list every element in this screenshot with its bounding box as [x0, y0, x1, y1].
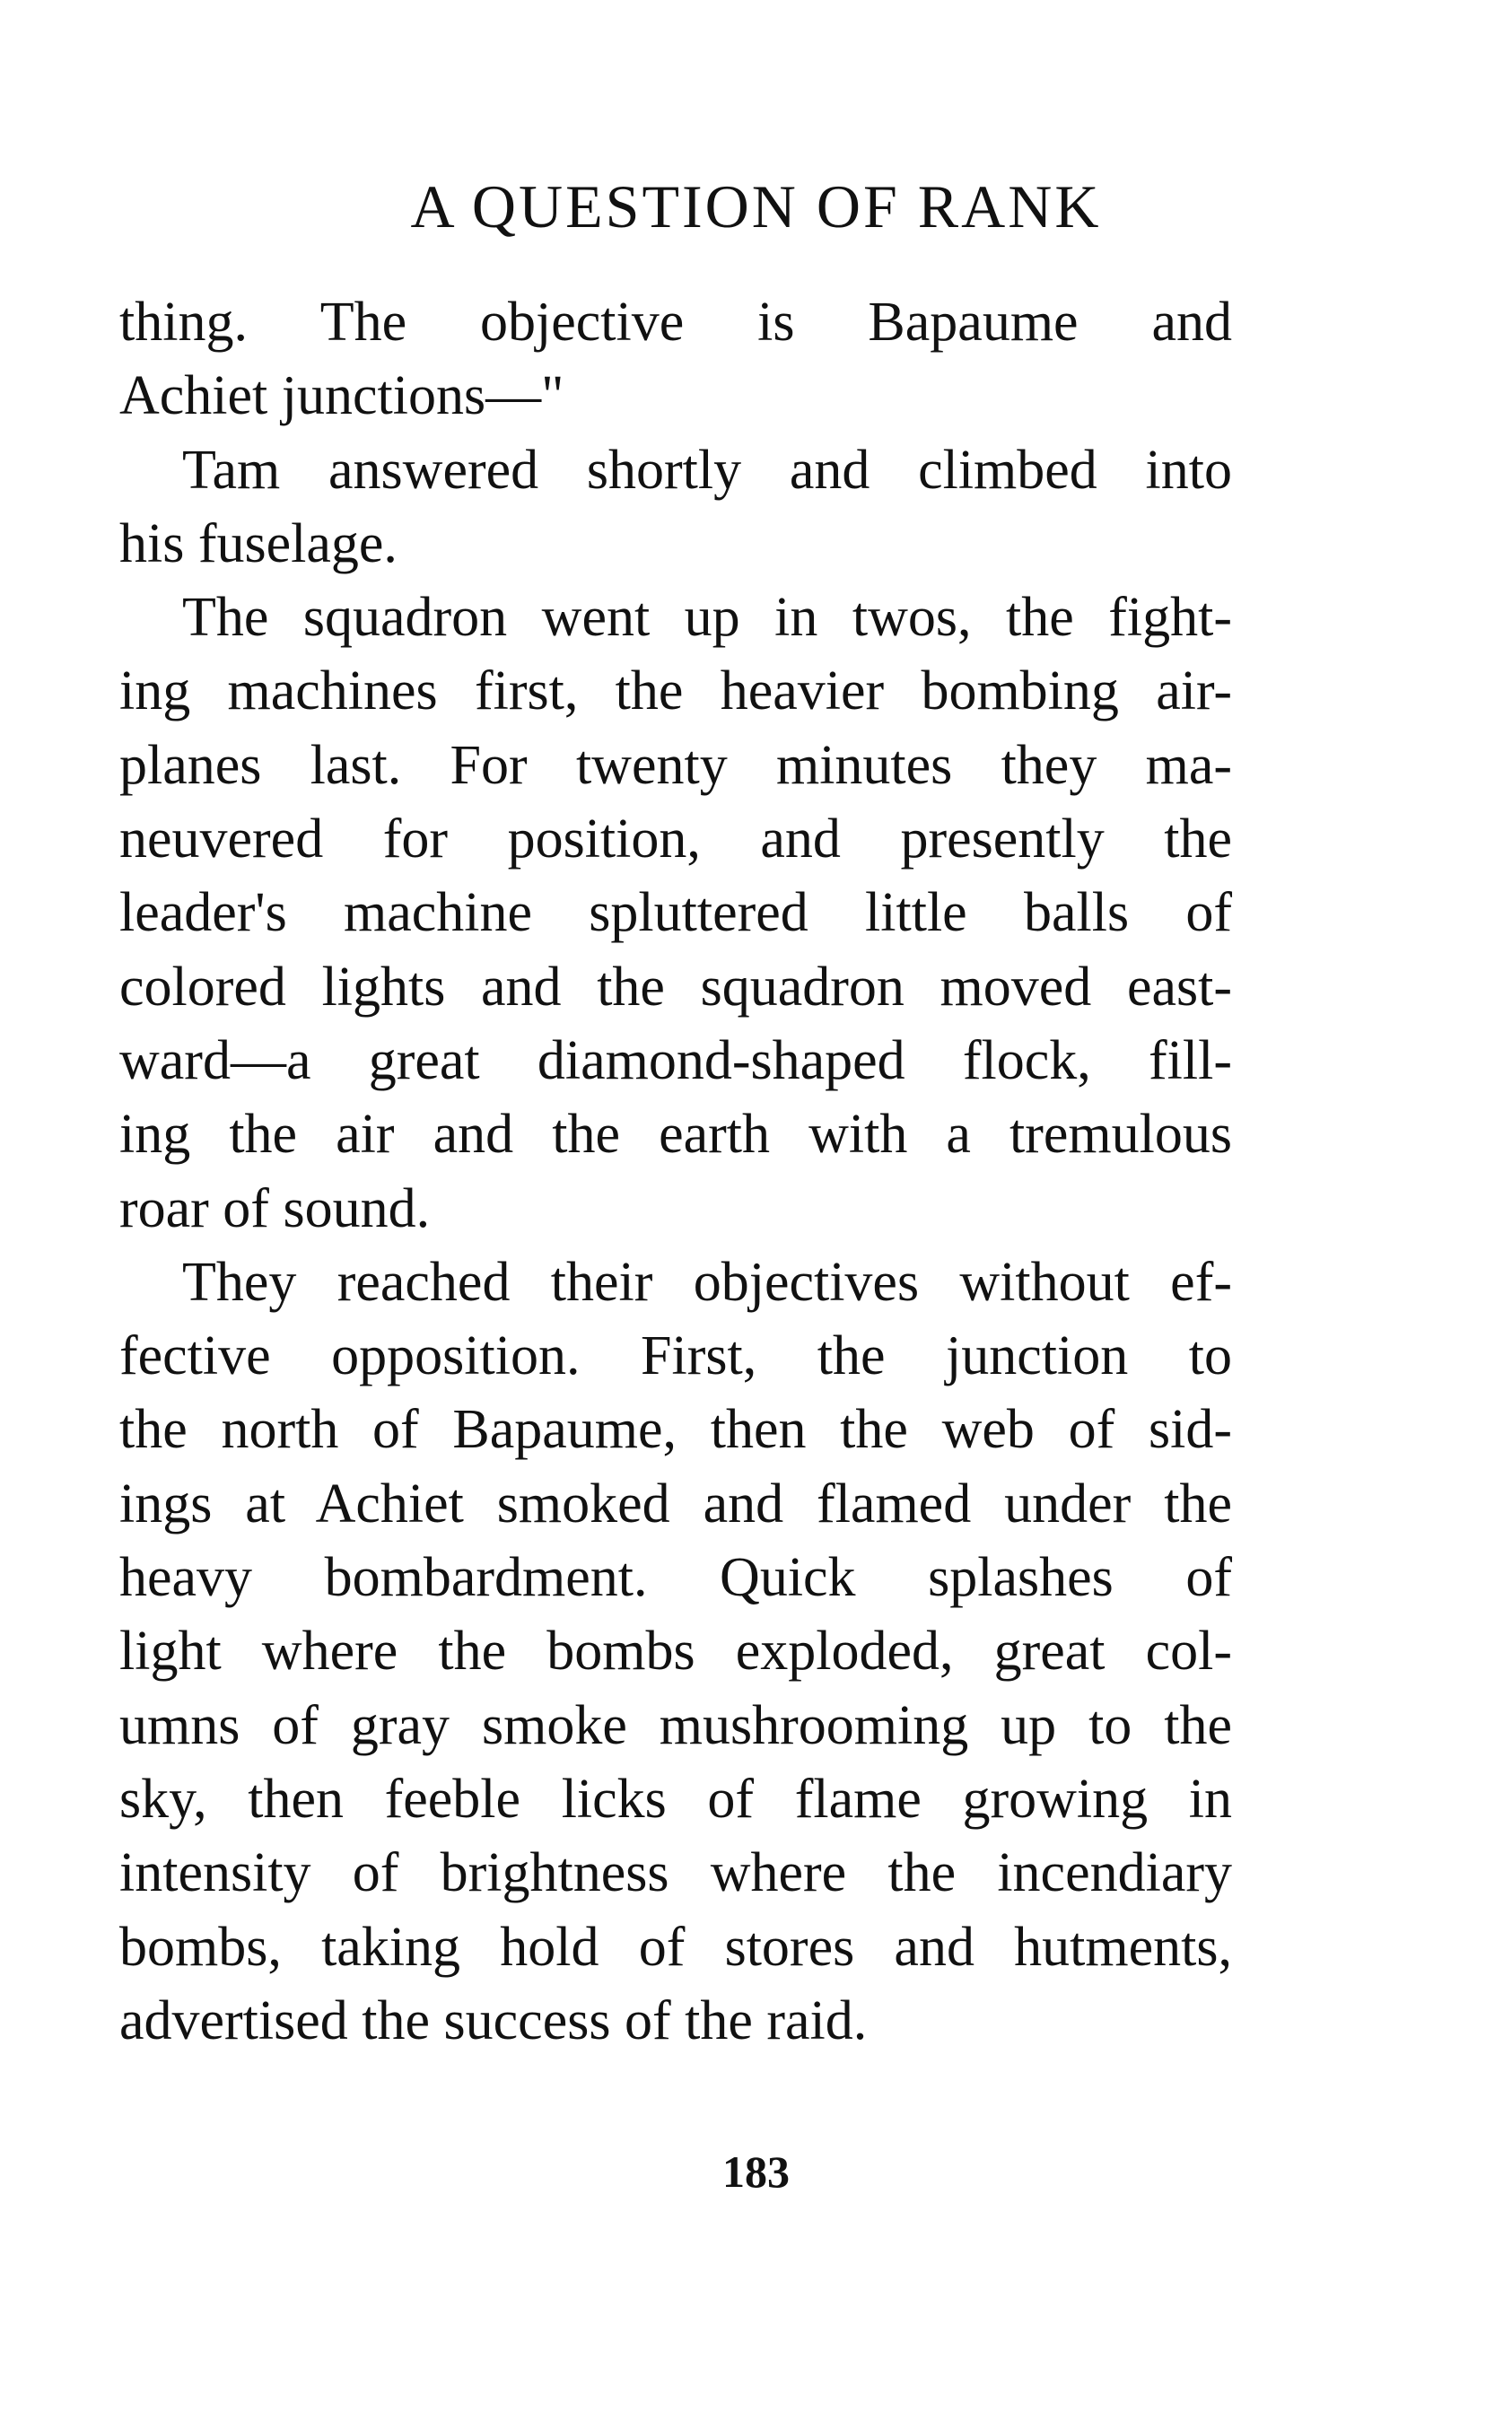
- running-head: A QUESTION OF RANK: [410, 172, 1102, 240]
- page-number: 183: [722, 2146, 790, 2197]
- text-line: leader's machine spluttered little balls of: [119, 882, 1232, 944]
- text-line: Achiet junctions—": [119, 365, 564, 427]
- text-line: ing machines first, the heavier bombing air-: [119, 660, 1232, 722]
- text-line: ings at Achiet smoked and flamed under the: [119, 1473, 1232, 1534]
- text-line: roar of sound.: [119, 1177, 431, 1239]
- text-line: bombs, taking hold of stores and hutments,: [119, 1916, 1232, 1978]
- text-line: colored lights and the squadron moved east-: [119, 956, 1232, 1018]
- body-text: [119, 285, 1232, 2058]
- paragraph-first-line: Tam answered shortly and climbed into: [182, 439, 1232, 501]
- text-line: advertised the success of the raid.: [119, 1989, 868, 2051]
- text-line: his fuselage.: [119, 512, 398, 574]
- text-line: neuvered for position, and presently the: [119, 809, 1232, 870]
- text-line: the north of Bapaume, then the web of sid-: [119, 1399, 1232, 1461]
- text-line: ing the air and the earth with a tremulous: [119, 1104, 1232, 1166]
- text-line: sky, then feeble licks of flame growing in: [119, 1768, 1232, 1830]
- paragraph-first-line: The squadron went up in twos, the fight-: [182, 587, 1232, 649]
- text-line: thing. The objective is Bapaume and: [119, 292, 1232, 353]
- text-line: ward—a great diamond-shaped flock, fill-: [119, 1029, 1232, 1091]
- text-line: umns of gray smoke mushrooming up to the: [119, 1694, 1232, 1756]
- text-line: intensity of brightness where the incendiary: [119, 1842, 1232, 1904]
- text-line: planes last. For twenty minutes they ma-: [119, 734, 1232, 796]
- text-line: fective opposition. First, the junction to: [119, 1325, 1232, 1387]
- paragraph-first-line: They reached their objectives without ef-: [182, 1251, 1232, 1313]
- text-line: light where the bombs exploded, great col-: [119, 1621, 1232, 1683]
- text-line: heavy bombardment. Quick splashes of: [119, 1547, 1232, 1609]
